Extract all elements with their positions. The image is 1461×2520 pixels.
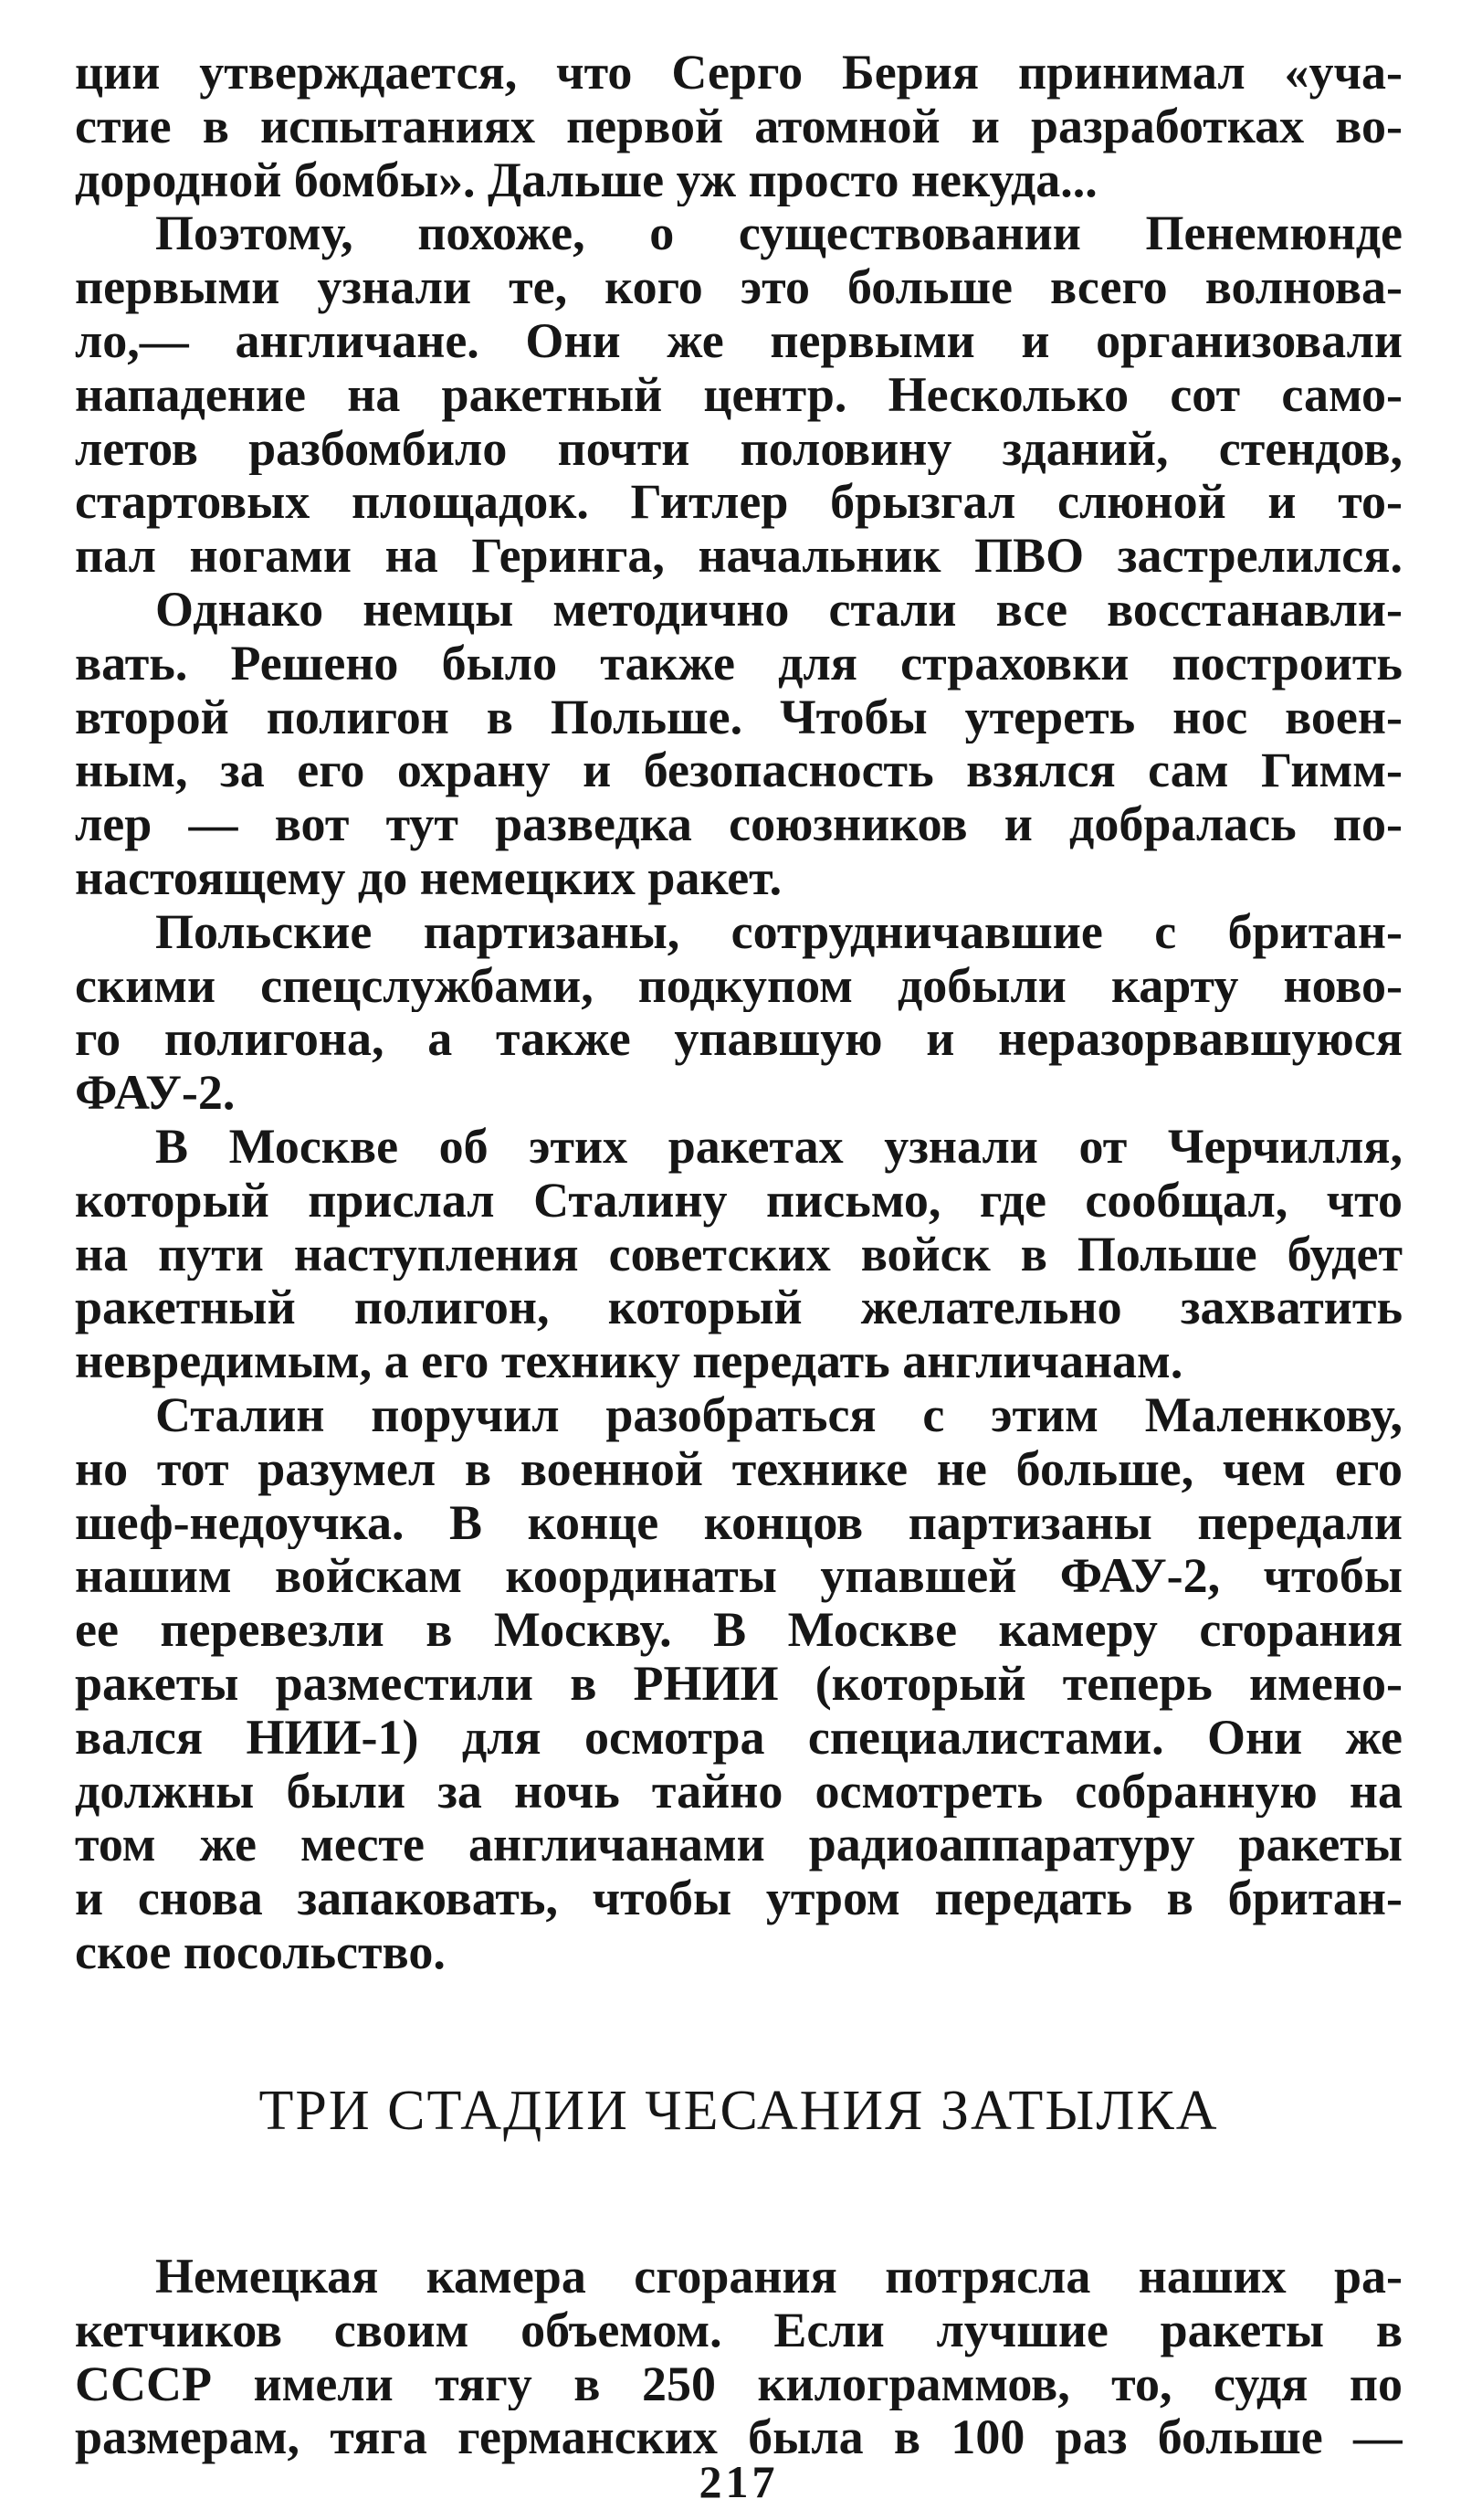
text-line: скими спецслужбами, подкупом добыли карту ново- bbox=[75, 958, 1403, 1013]
text-line: Однако немцы методично стали все восстанавли- bbox=[155, 582, 1403, 637]
text-line: СССР имели тягу в 250 килограммов, то, судя по bbox=[75, 2357, 1403, 2411]
paragraph bbox=[75, 1388, 1403, 1979]
section-text bbox=[75, 2250, 1403, 2464]
text-line: В Москве об этих ракетах узнали от Черчилля, bbox=[155, 1119, 1403, 1174]
text-line: второй полигон в Польше. Чтобы утереть нос воен- bbox=[75, 690, 1403, 744]
text-line: который прислал Сталину письмо, где сообщал, что bbox=[75, 1173, 1403, 1228]
text-line: ло,— англичане. Они же первыми и организовали bbox=[75, 313, 1403, 368]
text-line: нашим войскам координаты упавшей ФАУ-2, чтобы bbox=[75, 1549, 1403, 1604]
text-line: ракетный полигон, который желательно захватить bbox=[75, 1281, 1403, 1335]
text-line: Немецкая камера сгорания потрясла наших ра- bbox=[155, 2250, 1403, 2304]
text-line: стие в испытаниях первой атомной и разработках во- bbox=[75, 99, 1403, 153]
paragraph bbox=[75, 583, 1403, 905]
text-line: на пути наступления советских войск в Польше будет bbox=[75, 1227, 1403, 1281]
text-line: ции утверждается, что Серго Берия принимал «уча- bbox=[75, 46, 1403, 100]
text-line: том же месте англичанами радиоаппаратуру ракеты bbox=[75, 1818, 1403, 1872]
text-line: вать. Решено было также для страховки построить bbox=[75, 636, 1403, 691]
text-line: но тот разумел в военной технике не больше, чем его bbox=[75, 1441, 1403, 1496]
text-line: настоящему до немецких ракет. bbox=[75, 850, 783, 905]
main-text bbox=[75, 46, 1403, 1979]
section-heading: ТРИ СТАДИИ ЧЕСАНИЯ ЗАТЫЛКА bbox=[258, 2080, 1219, 2142]
text-line: размерам, тяга германских была в 100 раз больше — bbox=[75, 2410, 1403, 2465]
text-line: вался НИИ-1) для осмотра специалистами. Они же bbox=[75, 1710, 1403, 1765]
paragraph bbox=[75, 46, 1403, 206]
text-line: пал ногами на Геринга, начальник ПВО застрелился. bbox=[75, 529, 1403, 583]
text-line: лер — вот тут разведка союзников и добралась по- bbox=[75, 797, 1403, 851]
paragraph bbox=[75, 2250, 1403, 2464]
text-line: кетчиков своим объемом. Если лучшие ракеты в bbox=[75, 2303, 1403, 2357]
text-line: ФАУ-2. bbox=[75, 1066, 236, 1120]
text-line: го полигона, а также упавшую и неразорвавшуюся bbox=[75, 1012, 1403, 1067]
paragraph bbox=[75, 1120, 1403, 1388]
text-line: ское посольство. bbox=[75, 1924, 446, 1979]
text-line: и снова запаковать, чтобы утром передать в британ- bbox=[75, 1872, 1403, 1925]
text-line: Поэтому, похоже, о существовании Пенемюнде bbox=[155, 206, 1403, 261]
text-line: ее перевезли в Москву. В Москве камеру сгорания bbox=[75, 1603, 1403, 1657]
text-line: летов разбомбило почти половину зданий, стендов, bbox=[75, 421, 1403, 476]
text-line: первыми узнали те, кого это больше всего волнова- bbox=[75, 260, 1403, 314]
text-line: ракеты разместили в РНИИ (который теперь имено- bbox=[75, 1656, 1403, 1711]
text-line: Польские партизаны, сотрудничавшие с британ- bbox=[155, 904, 1403, 959]
text-line: стартовых площадок. Гитлер брызгал слюной и то- bbox=[75, 475, 1403, 530]
text-line: невредимым, а его технику передать англичанам. bbox=[75, 1334, 1183, 1388]
page-number: 217 bbox=[699, 2456, 779, 2507]
paragraph bbox=[75, 905, 1403, 1120]
text-line: нападение на ракетный центр. Несколько сот само- bbox=[75, 367, 1403, 422]
paragraph bbox=[75, 206, 1403, 583]
text-line: должны были за ночь тайно осмотреть собранную на bbox=[75, 1764, 1403, 1819]
text-line: ным, за его охрану и безопасность взялся сам Гимм- bbox=[75, 743, 1403, 798]
text-line: дородной бомбы». Дальше уж просто некуда... bbox=[75, 153, 1098, 207]
text-line: шеф-недоучка. В конце концов партизаны передали bbox=[75, 1495, 1403, 1550]
text-line: Сталин поручил разобраться с этим Маленкову, bbox=[155, 1387, 1403, 1442]
